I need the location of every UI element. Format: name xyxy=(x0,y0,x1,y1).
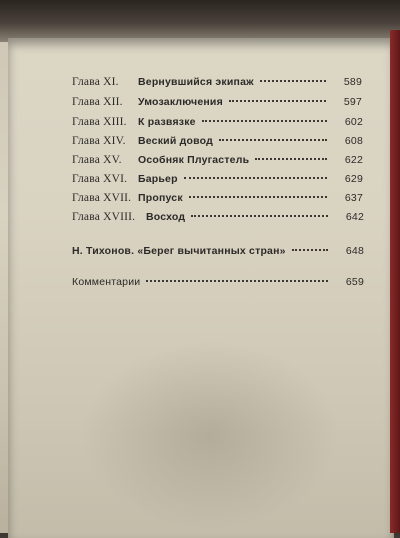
chapter-number: Глава XVII. xyxy=(72,192,132,204)
chapter-title: Вернувшийся экипаж xyxy=(138,76,254,88)
dot-leader xyxy=(191,215,328,217)
chapter-title: Веский довод xyxy=(138,135,213,147)
page-top-shadow xyxy=(0,0,400,42)
chapter-title: Восход xyxy=(146,211,186,223)
book-spine xyxy=(390,30,400,533)
comments-title: Комментарии xyxy=(72,276,141,288)
toc-entry xyxy=(72,173,363,185)
dot-leader xyxy=(146,280,328,282)
chapter-title: Умозаключения xyxy=(138,96,223,108)
page-number: 597 xyxy=(343,96,362,108)
toc-entry xyxy=(72,211,364,223)
page-number: 622 xyxy=(344,154,363,166)
toc-entry xyxy=(72,116,363,128)
chapter-number: Глава XVIII. xyxy=(72,211,136,223)
chapter-title: Барьер xyxy=(138,173,178,185)
toc-entry xyxy=(72,135,363,147)
dot-leader xyxy=(219,139,327,141)
dot-leader xyxy=(229,100,326,102)
page-shadow xyxy=(80,340,340,530)
toc-entry xyxy=(72,96,362,108)
page-number: 642 xyxy=(345,211,364,223)
essay-title: Н. Тихонов. «Берег вычитанных стран» xyxy=(72,245,286,257)
page-number: 608 xyxy=(344,135,363,147)
chapter-title: К развязке xyxy=(138,116,196,128)
page-number: 659 xyxy=(345,276,364,288)
toc-entry xyxy=(72,154,363,166)
chapter-number: Глава XV. xyxy=(72,154,122,166)
chapter-number: Глава XIII. xyxy=(72,116,127,128)
chapter-title: Особняк Плугастель xyxy=(138,154,250,166)
chapter-number: Глава XVI. xyxy=(72,173,128,185)
page-number: 602 xyxy=(344,116,363,128)
page-number: 648 xyxy=(345,245,364,257)
dot-leader xyxy=(260,80,326,82)
page-number: 629 xyxy=(344,173,363,185)
dot-leader xyxy=(255,158,327,160)
toc-entry xyxy=(72,76,362,88)
chapter-title: Пропуск xyxy=(138,192,183,204)
toc-entry-comments xyxy=(72,276,364,288)
dot-leader xyxy=(184,177,327,179)
toc-entry xyxy=(72,192,363,204)
dot-leader xyxy=(202,120,327,122)
chapter-number: Глава XIV. xyxy=(72,135,126,147)
chapter-number: Глава XI. xyxy=(72,76,119,88)
page-number: 589 xyxy=(343,76,362,88)
dot-leader xyxy=(189,196,327,198)
page-number: 637 xyxy=(344,192,363,204)
dot-leader xyxy=(292,249,328,251)
toc-entry-essay xyxy=(72,245,364,257)
chapter-number: Глава XII. xyxy=(72,96,123,108)
